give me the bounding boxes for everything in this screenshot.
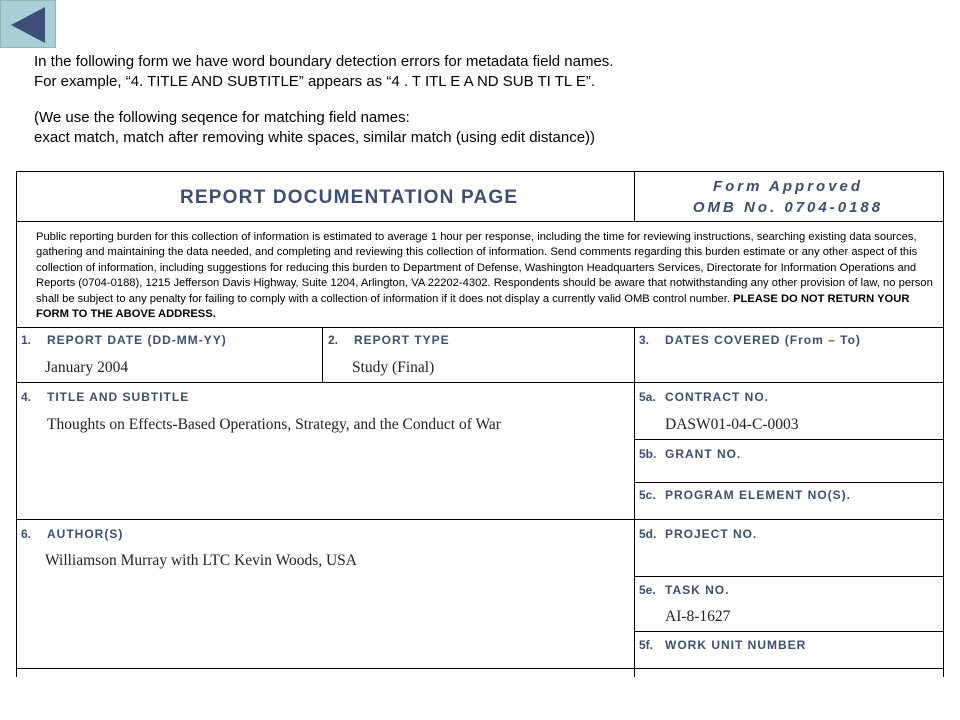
- field-contract-no-label: 5a. CONTRACT NO.: [639, 390, 769, 404]
- field-report-date-label: 1. REPORT DATE (DD-MM-YY): [21, 333, 227, 347]
- intro-line-3: (We use the following seqence for matching field names:: [34, 109, 410, 126]
- burden-text: Public reporting burden for this collection of information is estimated to average 1 hour per response, including the time for reviewing instructions, searching existing data sources, gathering and maintaining the data needed, and completing and reviewing this collection of information. Send comments regarding this burden estimate or any other aspect of this collection of information, including suggestions for reducing this burden to Department of Defense, Washington Headquarters Services, Directorate for Information Operations and Reports (0704-0188), 1215 Jefferson Davis Highway, Suite 1204, Arlington, VA 22202-4302. Respondents should be aware that notwithstanding any other provision of law, no person shall be subject to any penalty for failing to comply with a collection of information if it does not display a currently valid OMB control number.: [36, 231, 933, 305]
- omb-number: OMB No. 0704-0188: [692, 199, 884, 216]
- field-task-no-value: AI-8-1627: [665, 608, 731, 625]
- field-title-subtitle-value: Thoughts on Effects-Based Operations, Strategy, and the Conduct of War: [47, 416, 501, 433]
- intro-paragraph: [34, 52, 613, 92]
- field-authors-label: 6. AUTHOR(S): [21, 527, 124, 541]
- field-report-type-value: Study (Final): [352, 359, 435, 376]
- field-title-subtitle-label: 4. TITLE AND SUBTITLE: [21, 390, 190, 404]
- field-work-unit-label: 5f. WORK UNIT NUMBER: [639, 638, 807, 652]
- back-triangle-icon: [1, 1, 57, 49]
- field-dates-covered-label: 3. DATES COVERED (From – To): [639, 333, 861, 347]
- field-project-no-label: 5d. PROJECT NO.: [639, 527, 758, 541]
- form-approved-label: Form Approved: [712, 178, 864, 195]
- field-task-no-label: 5e. TASK NO.: [639, 583, 730, 597]
- intro-line-2: For example, “4. TITLE AND SUBTITLE” appears as “4 . T ITL E A ND SUB TI TL E”.: [34, 73, 596, 90]
- field-report-date-value: January 2004: [45, 359, 129, 376]
- field-report-type-label: 2. REPORT TYPE: [328, 333, 450, 347]
- matching-note: [34, 108, 595, 148]
- burden-warning: PLEASE DO NOT RETURN YOUR FORM TO THE ABOVE ADDRESS.: [36, 292, 910, 321]
- field-program-element-label: 5c. PROGRAM ELEMENT NO(S).: [639, 488, 851, 502]
- field-contract-no-value: DASW01-04-C-0003: [665, 416, 799, 433]
- field-authors-value: Williamson Murray with LTC Kevin Woods, USA: [45, 552, 357, 569]
- intro-line-1: In the following form we have word boundary detection errors for metadata field names.: [34, 53, 614, 70]
- form-header-title: REPORT DOCUMENTATION PAGE: [180, 187, 519, 208]
- intro-line-4: exact match, match after removing white spaces, similar match (using edit distance)): [34, 129, 596, 146]
- field-grant-no-label: 5b. GRANT NO.: [639, 447, 742, 461]
- burden-statement: [36, 230, 936, 322]
- back-button[interactable]: [0, 0, 56, 48]
